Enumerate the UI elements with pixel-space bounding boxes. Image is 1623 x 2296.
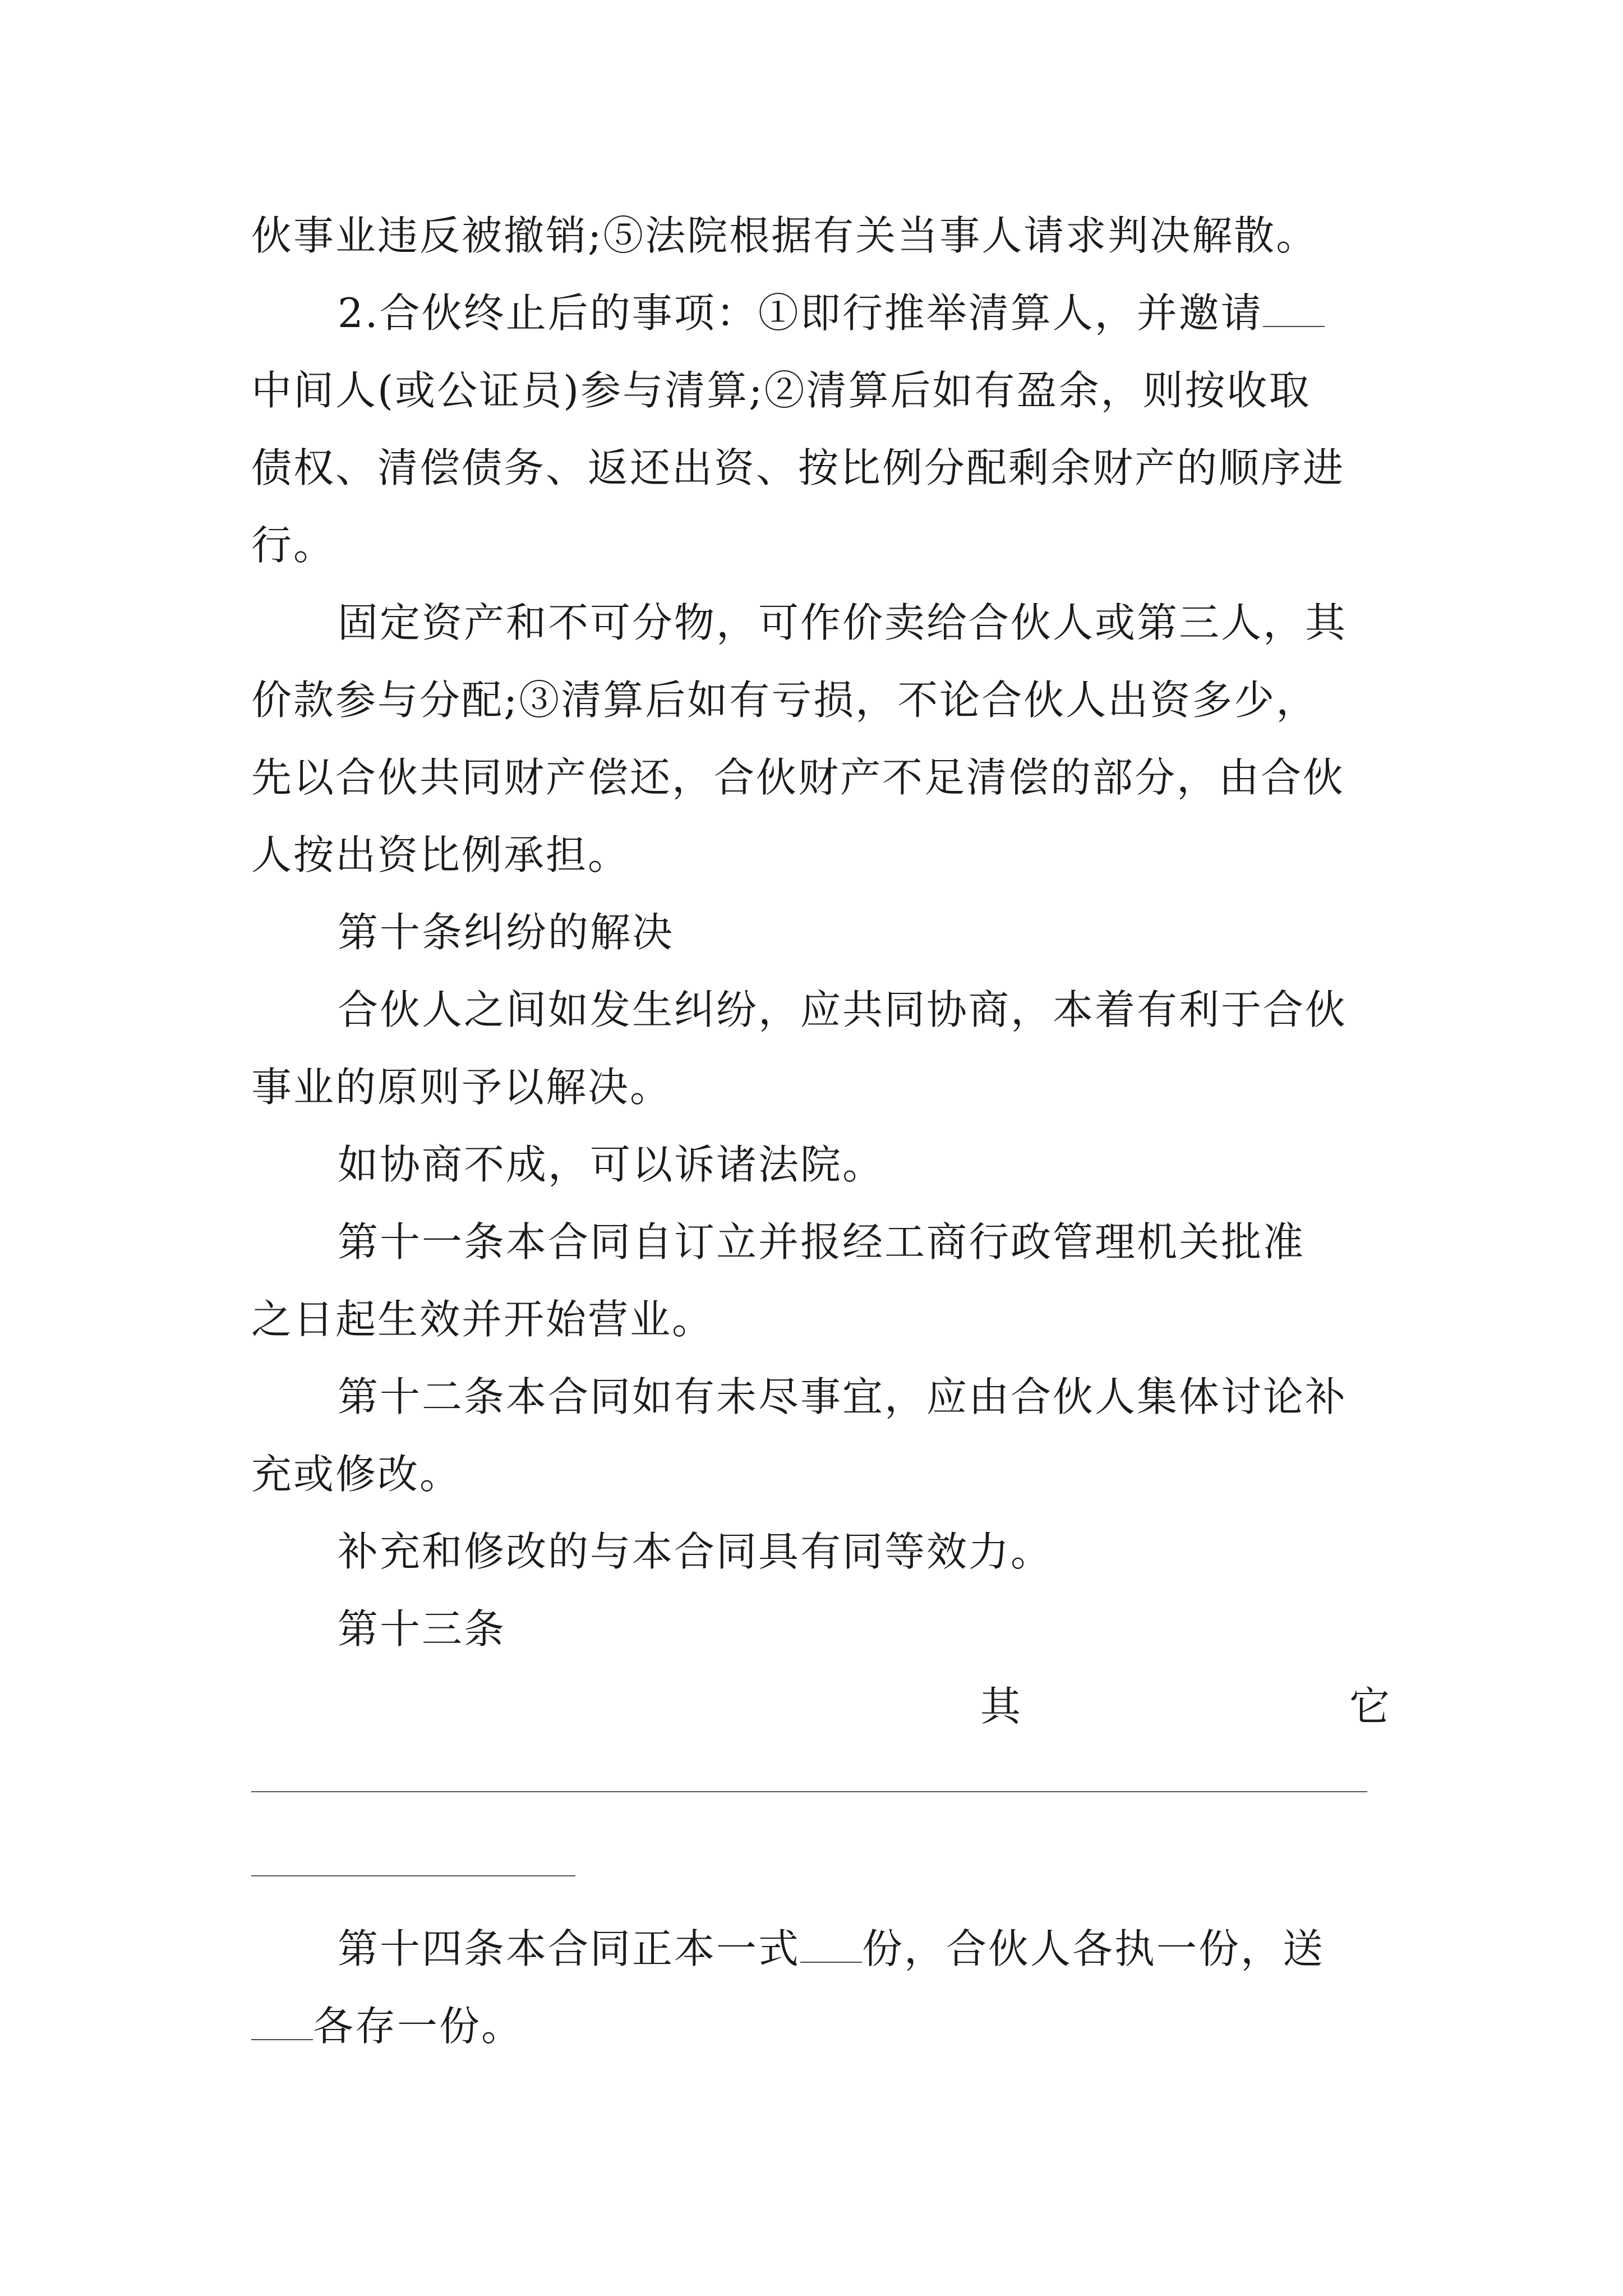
text-line: 固定资产和不可分物，可作价卖给合伙人或第三人，其	[338, 599, 1348, 646]
text-line: 债权、清偿债务、返还出资、按比例分配剩余财产的顺序进	[251, 444, 1345, 491]
text-line: 第十一条本合同自订立并报经工商行政管理机关批准	[338, 1218, 1306, 1266]
article-heading: 第十三条	[338, 1605, 506, 1653]
text-span: 第十四条本合同正本一式	[338, 1925, 801, 1972]
text-line: 人按出资比例承担。	[251, 831, 630, 878]
text-span: 2.合伙终止后的事项：①即行推举清算人，并邀请	[338, 289, 1263, 337]
text-span: 各存一份。	[313, 2003, 524, 2050]
text-line	[338, 1921, 1476, 1977]
text-ta: 它	[1349, 1683, 1390, 1730]
fill-blank	[251, 2005, 313, 2040]
text-line: 事业的原则予以解决。	[251, 1064, 672, 1111]
fill-blank	[1263, 292, 1325, 327]
fill-blank	[800, 1928, 862, 1963]
text-line: 如协商不成，可以诉诸法院。	[338, 1141, 885, 1188]
text-line: 之日起生效并开始营业。	[251, 1296, 714, 1343]
text-line: 行。	[251, 522, 336, 569]
text-qi: 其	[980, 1683, 1021, 1730]
text-line	[251, 1998, 1390, 2054]
text-line	[338, 285, 1476, 341]
text-line: 伙事业违反被撤销;⑤法院根据有关当事人请求判决解散。	[251, 212, 1318, 259]
text-line: 补充和修改的与本合同具有同等效力。	[338, 1528, 1053, 1575]
text-line: 充或修改。	[251, 1451, 462, 1498]
article-heading: 第十条纠纷的解决	[338, 909, 675, 956]
text-line: 合伙人之间如发生纠纷，应共同协商，本着有利于合伙	[338, 986, 1348, 1033]
text-line: 先以合伙共同财产偿还，合伙财产不足清偿的部分，由合伙	[251, 754, 1345, 801]
fill-line	[251, 1791, 1367, 1792]
text-line: 价款参与分配;③清算后如有亏损，不论合伙人出资多少，	[251, 677, 1318, 724]
text-line: 中间人(或公证员)参与清算;②清算后如有盈余，则按收取	[251, 367, 1311, 414]
text-span: 份，合伙人各执一份，送	[862, 1925, 1325, 1972]
text-line: 第十二条本合同如有未尽事宜，应由合伙人集体讨论补	[338, 1373, 1348, 1420]
fill-line	[251, 1875, 575, 1876]
